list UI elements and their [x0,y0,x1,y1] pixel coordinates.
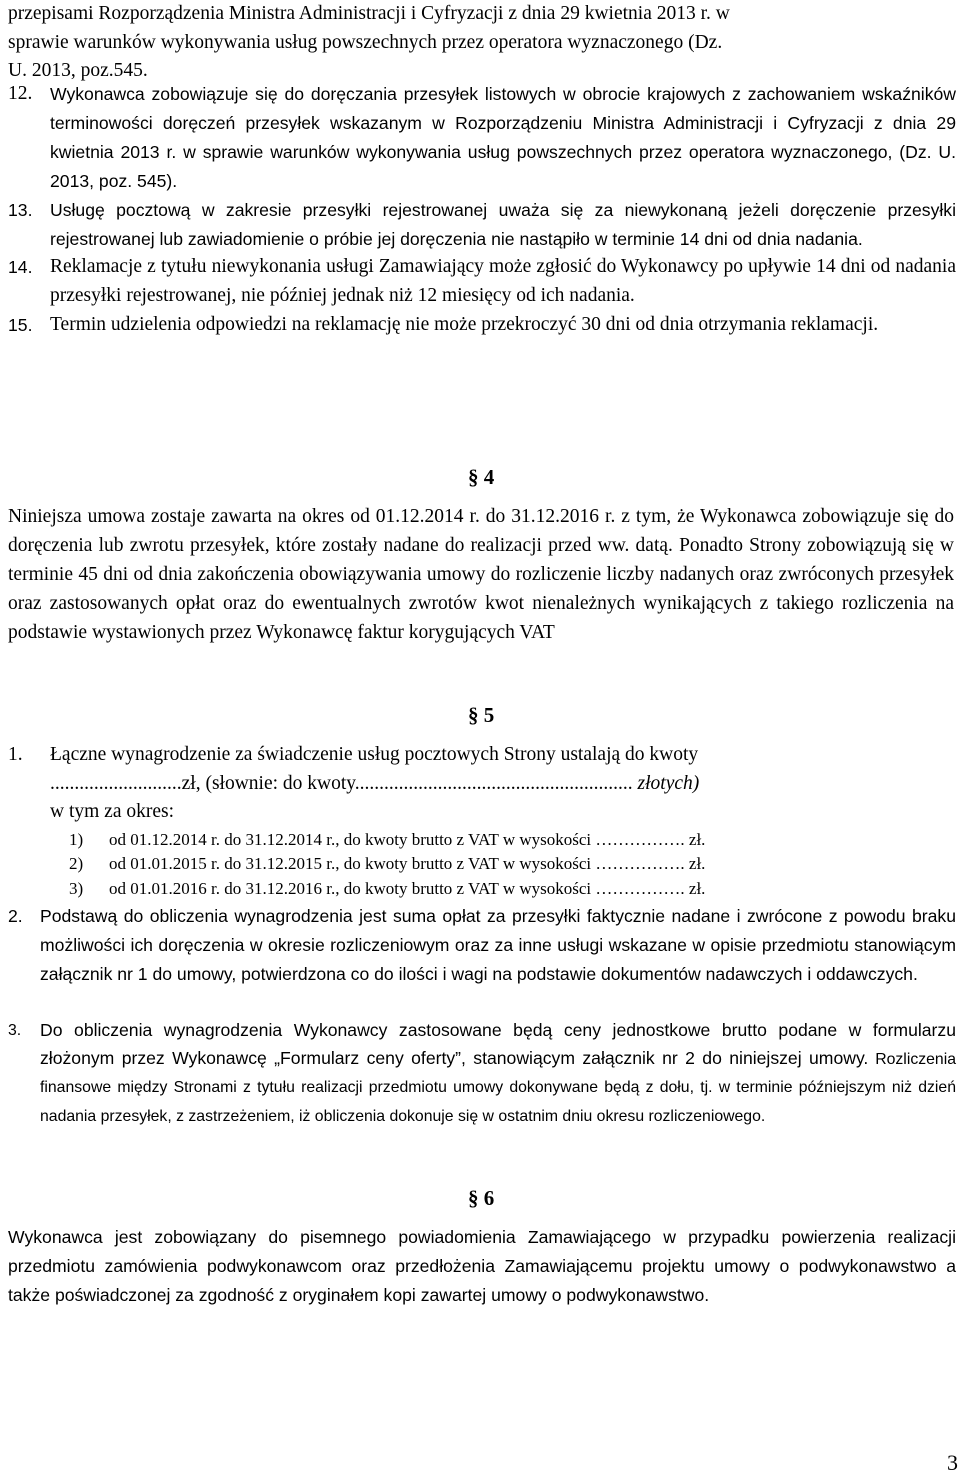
item-number: 1. [8,744,23,765]
section-6-heading: § 6 [468,1186,495,1210]
list-item-14 [8,253,956,311]
item-number: 2. [8,906,23,926]
item-number: 15. [8,315,33,336]
section-6-text: Wykonawca jest zobowiązany do pisemnego powiadomienia Zamawiającego w przypadku powierzenia realizacji przedmiotu zamówienia podwykonawcom oraz przedłożenia Zamawiającemu projektu umowy o podwykonawstwo a także poświadczonej za zgodność z oryginałem kopi zawartej umowy o podwykonawstwo. [8,1227,956,1305]
period-item [69,852,922,876]
section-5-item-3 [8,1017,956,1130]
item-text: Reklamacje z tytułu niewykonania usługi Zamawiający może zgłosić do Wykonawcy po upływie 14 dni od nadania przesyłki rejestrowanej, nie później jednak niż 12 miesięcy od ich nadania. [50,256,956,307]
period-text: od 01.01.2015 r. do 31.12.2015 r., do kwoty brutto z VAT w wysokości ……………. zł. [109,854,706,874]
item-number: 12. [8,83,33,104]
period-intro: w tym za okres: [50,801,175,823]
section-4-heading: § 4 [468,465,495,489]
continuation-line: przepisami Rozporządzenia Ministra Administracji i Cyfryzacji z dnia 29 kwietnia 2013 r. w [8,3,730,24]
item-text-part-2: Rozliczenia finansowe między Stronami z tytułu realizacji przedmiotu umowy dokonywane będą z dołu, tj. w terminie późniejszym niż dzień nadania przesyłek, z zastrzeżeniem, iż obliczenia dokonuje się w ostatnim dniu okresu rozliczeniowego. [40,1050,956,1125]
item-number: 14. [8,257,33,278]
list-item-13 [8,196,956,254]
currency-word: złotych) [632,772,700,794]
list-item-15 [8,311,956,340]
item-number: 13. [8,199,33,220]
continuation-paragraph [8,0,952,86]
item-number: 3. [8,1022,22,1039]
period-list [69,828,922,901]
item-text: Wykonawca zobowiązuje się do doręczania przesyłek listowych w obrocie krajowych z zachowaniem wskaźników terminowości doręczeń przesyłek wskazanym w Rozporządzeniu Ministra Administracji i Cyfryzacji z dnia 29 kwietnia 2013 r. w sprawie warunków wykonywania usług powszechnych przez operatora wyznaczonego, (Dz. U. 2013, poz. 545). [50,84,956,191]
item-text-part-1: Do obliczenia wynagrodzenia Wykonawcy zastosowane będą ceny jednostkowe brutto podane w formularzu złożonym przez Wykonawcę „Formularz ceny oferty”, stanowiącym załącznik nr 2 do niniejszej umowy. [40,1020,956,1068]
list-item-12 [8,80,956,196]
item-text: Usługę pocztową w zakresie przesyłki rejestrowanej uważa się za niewykonaną jeżeli doręczenie przesyłki rejestrowanej lub zawiadomienie o próbie jej doręczenia nie nastąpiło w terminie 14 dni od dnia nadania. [50,199,956,249]
numbered-list [8,80,956,340]
period-text: od 01.12.2014 r. do 31.12.2014 r., do kwoty brutto z VAT w wysokości ……………. zł. [109,830,706,849]
continuation-line: U. 2013, poz.545. [8,60,148,82]
period-item [69,828,922,852]
period-number: 1) [69,830,84,849]
item-text: Podstawą do obliczenia wynagrodzenia jest suma opłat za przesyłki faktycznie nadane i zwrócone z powodu braku możliwości ich doręczenia w okresie rozliczeniowym oraz za inne usługi wskazane w opisie przedmiotu stanowiącym załącznik nr 1 do umowy, potwierdzona co do ilości i wagi na podstawie dokumentów nadawczych i oddawczych. [40,906,956,984]
continuation-line: sprawie warunków wykonywania usług powszechnych przez operatora wyznaczonego (Dz. [8,31,723,53]
item-text: Termin udzielenia odpowiedzi na reklamację nie może przekroczyć 30 dni od dnia otrzymania reklamacji. [50,314,879,336]
period-number: 3) [69,878,84,898]
section-5-item-1 [8,741,954,827]
item-text: Łączne wynagrodzenie za świadczenie usług pocztowych Strony ustalają do kwoty [50,744,699,765]
period-number: 2) [69,854,84,874]
amount-placeholder: ...........................zł, (słownie: do kwoty......................................................... [50,772,633,794]
period-item [69,877,922,901]
section-4-text: Niniejsza umowa zostaje zawarta na okres od 01.12.2014 r. do 31.12.2016 r. z tym, że Wykonawca zobowiązuje się do doręczenia lub zwrotu przesyłek, które zostały nadane do realizacji przed ww. datą. Ponadto Strony zobowiązują się w terminie 45 dni od dnia zakończenia obowiązywania umowy do rozliczenie liczby nadanych oraz zwróconych przesyłek oraz zastosowanych opłat oraz do ewentualnych zwrotów kwot nienależnych wynikających z takiego rozliczenia na podstawie wystawionych przez Wykonawcę faktur korygujących VAT [8,506,954,643]
page-number: 3 [947,1450,958,1475]
period-text: od 01.01.2016 r. do 31.12.2016 r., do kwoty brutto z VAT w wysokości ……………. zł. [109,878,706,898]
section-5-heading: § 5 [468,703,495,727]
section-5-item-2 [8,902,956,988]
